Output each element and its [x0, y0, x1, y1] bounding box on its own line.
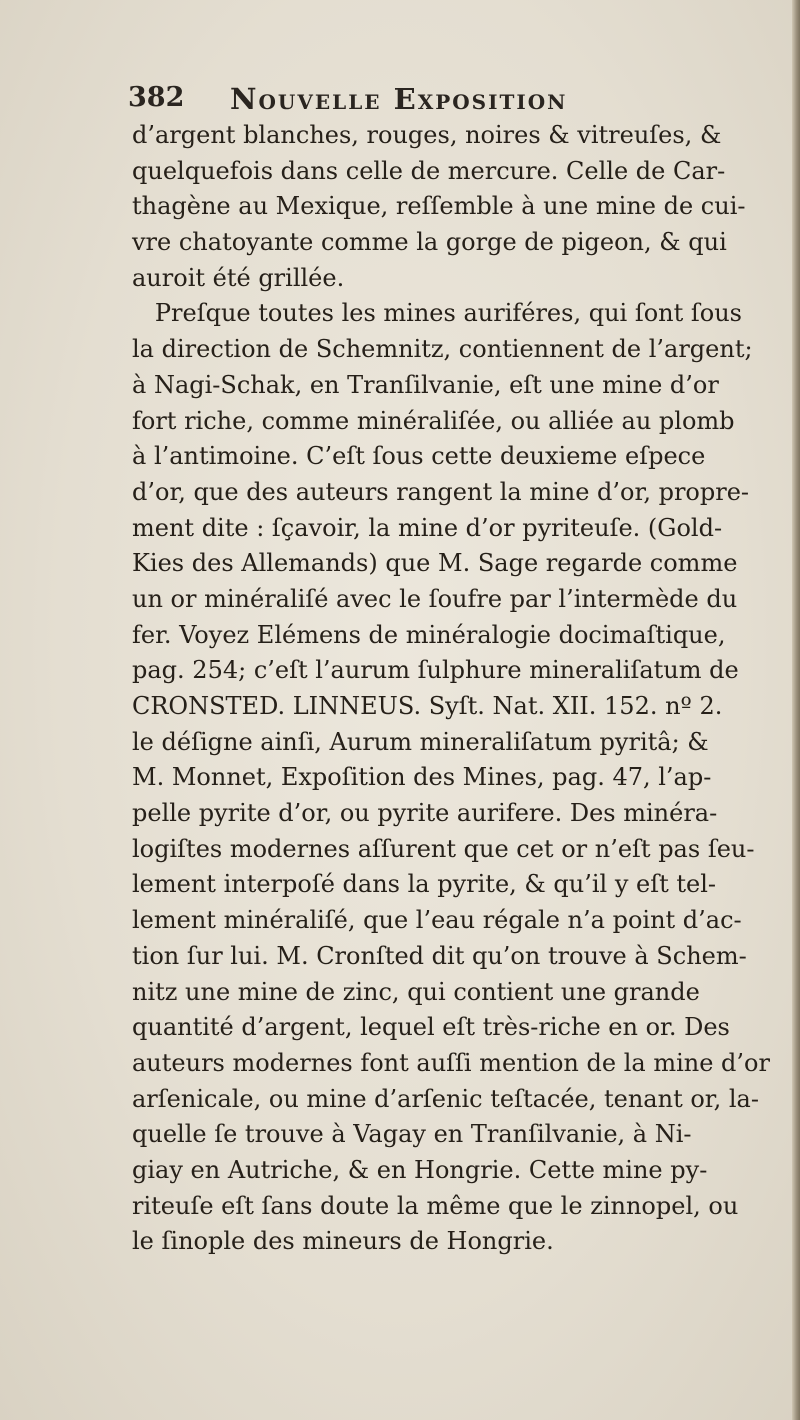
- body-text: [132, 118, 770, 1260]
- text-line: lement minéraliſé, que l’eau régale n’a point d’ac-: [132, 906, 742, 935]
- text-line: pelle pyrite d’or, ou pyrite aurifere. Des minéra-: [132, 799, 718, 828]
- text-line: M. Monnet, Expoſition des Mines, pag. 47, l’ap-: [132, 763, 712, 792]
- text-line: giay en Autriche, & en Hongrie. Cette mine py-: [132, 1155, 708, 1184]
- text-line: auroit été grillée.: [132, 263, 345, 292]
- text-line: thagène au Mexique, reſſemble à une mine de cui-: [132, 192, 746, 221]
- text-line: auteurs modernes font auſſi mention de la mine d’or: [132, 1048, 770, 1077]
- text-line: nitz une mine de zinc, qui contient une grande: [132, 977, 700, 1006]
- text-line: vre chatoyante comme la gorge de pigeon, & qui: [132, 228, 727, 257]
- text-line: à l’antimoine. C’eſt ſous cette deuxieme eſpece: [132, 442, 706, 471]
- text-line: quelquefois dans celle de mercure. Celle de Car-: [132, 156, 726, 185]
- text-line: arſenicale, ou mine d’arſenic teſtacée, tenant or, la-: [132, 1084, 759, 1113]
- text-line: logiſtes modernes aſſurent que cet or n’eſt pas ſeu-: [132, 834, 755, 863]
- text-line: le ſinople des mineurs de Hongrie.: [132, 1227, 554, 1256]
- text-line: fort riche, comme minéraliſée, ou alliée au plomb: [132, 406, 735, 435]
- running-head: [128, 82, 728, 122]
- text-line: d’argent blanches, rouges, noires & vitreuſes, &: [132, 121, 722, 149]
- text-line: riteuſe eſt ſans doute la même que le zinnopel, ou: [132, 1191, 739, 1220]
- text-line: le déſigne ainſi, Aurum mineraliſatum pyritâ; &: [132, 727, 709, 756]
- text-line: CRONSTED. LINNEUS. Syſt. Nat. XII. 152. nº 2.: [132, 692, 723, 720]
- text-line: quelle ſe trouve à Vagay en Tranſilvanie, à Ni-: [132, 1120, 692, 1149]
- text-line: lement interpoſé dans la pyrite, & qu’il y eſt tel-: [132, 870, 717, 899]
- page-edge: [792, 0, 800, 1420]
- page-number: 382: [128, 82, 185, 113]
- text-line: d’or, que des auteurs rangent la mine d’or, propre-: [132, 477, 750, 506]
- text-line: un or minéraliſé avec le ſoufre par l’intermède du: [132, 584, 738, 613]
- running-title: Nouvelle Exposition: [230, 82, 568, 116]
- text-line: ment dite : ſçavoir, la mine d’or pyriteuſe. (Gold-: [132, 513, 723, 542]
- text-line: la direction de Schemnitz, contiennent de l’argent;: [132, 335, 753, 364]
- text-line: pag. 254; c’eſt l’aurum ſulphure mineraliſatum de: [132, 656, 739, 685]
- text-line: quantité d’argent, lequel eſt très-riche en or. Des: [132, 1013, 730, 1042]
- text-line: Preſque toutes les mines auriféres, qui ſont ſous: [132, 299, 742, 328]
- text-line: Kies des Allemands) que M. Sage regarde comme: [132, 549, 738, 578]
- text-line: fer. Voyez Elémens de minéralogie docimaſtique,: [132, 620, 726, 649]
- text-line: à Nagi-Schak, en Tranſilvanie, eſt une mine d’or: [132, 370, 719, 399]
- text-line: tion ſur lui. M. Cronſted dit qu’on trouve à Schem-: [132, 941, 747, 970]
